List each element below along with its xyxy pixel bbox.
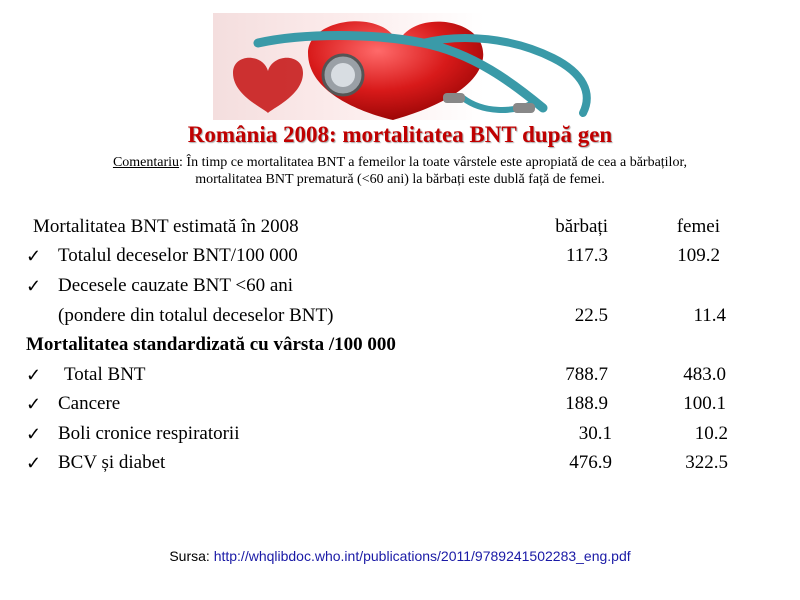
table-row — [0, 390, 800, 418]
source-line — [0, 548, 800, 564]
section2-heading-row — [0, 331, 800, 359]
table-row — [0, 242, 800, 270]
row-women-value: 109.2 — [677, 245, 720, 266]
row-women-value: 11.4 — [693, 305, 726, 326]
source-label: Sursa: — [169, 548, 214, 564]
row-men-value: 788.7 — [565, 364, 608, 385]
row-label: Decesele cauzate BNT <60 ani — [58, 275, 294, 296]
row-label: Cancere — [58, 393, 121, 414]
row-women-value: 100.1 — [683, 393, 726, 414]
row-label: Total BNT — [64, 364, 146, 385]
table-row — [0, 420, 800, 448]
check-icon: ✓ — [26, 394, 42, 414]
comment-label: Comentariu — [112, 155, 180, 170]
row-women-value: 322.5 — [685, 452, 728, 473]
row-men-value: 188.9 — [565, 393, 608, 414]
col-men-header: bărbați — [555, 216, 608, 237]
table-row-continuation — [0, 302, 800, 330]
check-icon: ✓ — [26, 453, 42, 473]
table-row — [0, 272, 800, 300]
source-link[interactable]: http://whqlibdoc.who.int/publications/2011/9789241502283_eng.pdf — [213, 548, 631, 564]
row-men-value: 117.3 — [565, 245, 608, 266]
check-icon: ✓ — [26, 424, 42, 444]
table-row — [0, 449, 800, 477]
section1-heading: Mortalitatea BNT estimată în 2008 — [33, 216, 299, 237]
row-label-2: (pondere din totalul deceselor BNT) — [58, 305, 334, 326]
row-label: Boli cronice respiratorii — [58, 423, 240, 444]
row-women-value: 10.2 — [694, 423, 728, 444]
row-men-value: 476.9 — [569, 452, 612, 473]
check-icon: ✓ — [26, 365, 42, 385]
comment-line-1: : În timp ce mortalitatea BNT a femeilor la toate vârstele este apropiată de cea a bărbaților, — [179, 155, 688, 170]
check-icon: ✓ — [26, 276, 42, 296]
row-men-value: 22.5 — [574, 305, 608, 326]
table-row — [0, 361, 800, 389]
row-label: Totalul deceselor BNT/100 000 — [58, 245, 298, 266]
row-women-value: 483.0 — [683, 364, 726, 385]
row-label: BCV și diabet — [58, 452, 166, 473]
comment-line-2: mortalitatea BNT prematură (<60 ani) la bărbați este dublă față de femei. — [195, 172, 605, 187]
row-men-value: 30.1 — [578, 423, 612, 444]
section2-heading: Mortalitatea standardizată cu vârsta /100 000 — [26, 334, 396, 355]
col-women-header: femei — [676, 216, 720, 237]
check-icon: ✓ — [26, 246, 42, 266]
table-header-row — [0, 213, 800, 241]
page-title: România 2008: mortalitatea BNT după gen — [187, 122, 613, 147]
